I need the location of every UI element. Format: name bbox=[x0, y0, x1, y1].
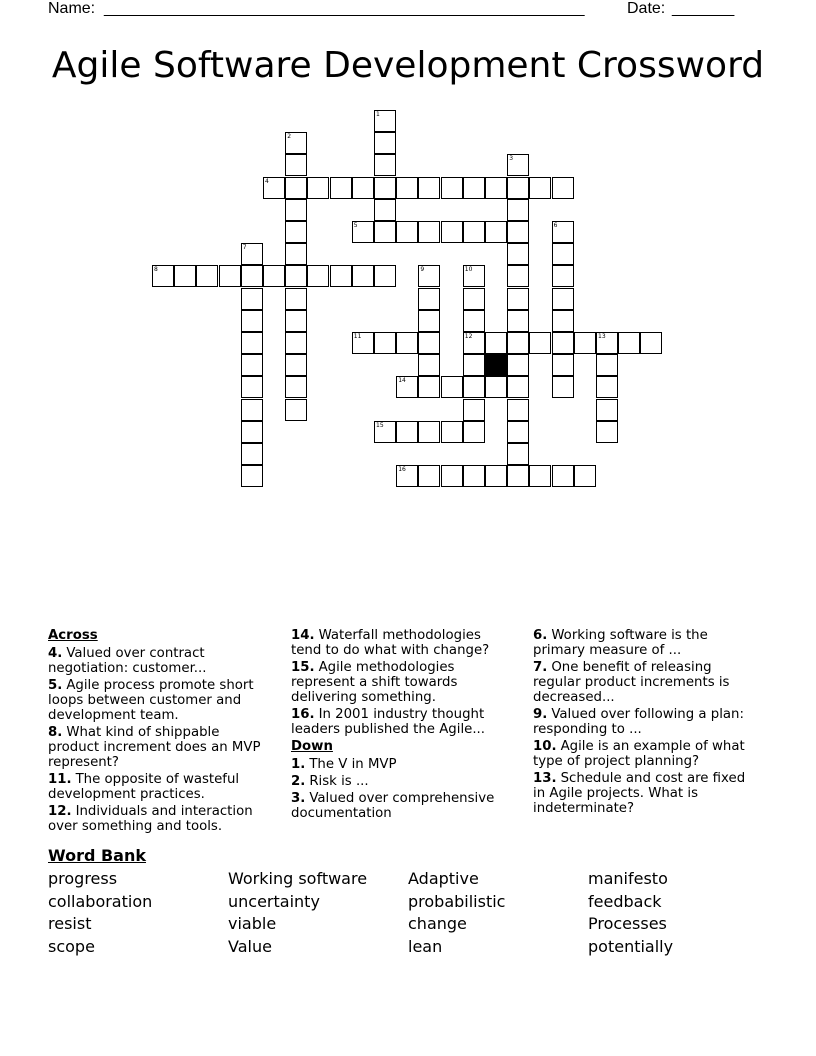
grid-cell[interactable] bbox=[418, 354, 440, 376]
word-bank-item: Working software bbox=[228, 869, 368, 888]
grid-cell[interactable] bbox=[507, 399, 529, 421]
clue-across-11: 11. The opposite of wasteful development practices. bbox=[48, 772, 240, 802]
grid-cell[interactable] bbox=[263, 177, 285, 199]
clue-number: 1 bbox=[376, 111, 380, 118]
grid-cell[interactable] bbox=[174, 265, 196, 287]
grid-cell[interactable] bbox=[507, 199, 529, 221]
clue-across-15: 15. Agile methodologies represent a shift towards delivering something. bbox=[291, 660, 458, 705]
grid-cell[interactable] bbox=[618, 332, 640, 354]
grid-cell[interactable] bbox=[507, 465, 529, 487]
clue-number: 8 bbox=[154, 266, 158, 274]
grid-cell[interactable] bbox=[241, 243, 263, 265]
grid-cell[interactable] bbox=[352, 221, 374, 243]
grid-cell[interactable] bbox=[507, 288, 529, 310]
grid-cell[interactable] bbox=[285, 376, 307, 398]
clue-number: 15 bbox=[376, 421, 384, 429]
clue-across-16: 16. In 2001 industry thought leaders published the Agile... bbox=[291, 707, 485, 737]
grid-cell[interactable] bbox=[507, 221, 529, 243]
grid-cell[interactable] bbox=[485, 332, 507, 354]
clue-number: 9 bbox=[420, 266, 425, 274]
grid-cell[interactable] bbox=[463, 421, 485, 443]
grid-cell[interactable] bbox=[507, 310, 529, 332]
grid-cell[interactable] bbox=[507, 421, 529, 443]
grid-cell[interactable] bbox=[418, 421, 440, 443]
grid-cell[interactable] bbox=[285, 221, 307, 243]
grid-cell[interactable] bbox=[374, 421, 396, 443]
grid-cell[interactable] bbox=[507, 243, 529, 265]
grid-cell[interactable] bbox=[552, 354, 574, 376]
grid-cell[interactable] bbox=[374, 265, 396, 287]
clue-number: 16 bbox=[398, 466, 406, 474]
grid-cell[interactable] bbox=[552, 288, 574, 310]
word-bank-item: Value bbox=[228, 937, 272, 956]
grid-cell[interactable] bbox=[463, 376, 485, 398]
grid-cell[interactable] bbox=[441, 465, 463, 487]
clues-column-1 bbox=[48, 628, 270, 836]
grid-cell[interactable] bbox=[507, 177, 529, 199]
grid-cell[interactable] bbox=[640, 332, 662, 354]
clue-down-2: 2. Risk is ... bbox=[291, 774, 369, 789]
grid-cell[interactable] bbox=[374, 221, 396, 243]
clue-down-1: 1. The V in MVP bbox=[291, 757, 397, 772]
date-field[interactable]: _______ bbox=[672, 0, 735, 17]
grid-cell[interactable] bbox=[396, 177, 418, 199]
clue-across-5: 5. Agile process promote short loops between customer and development team. bbox=[48, 678, 254, 723]
clue-number: 13 bbox=[598, 333, 606, 340]
grid-cell[interactable] bbox=[552, 265, 574, 287]
grid-cell[interactable] bbox=[441, 177, 463, 199]
word-bank-item: feedback bbox=[588, 892, 662, 911]
grid-cell[interactable] bbox=[374, 177, 396, 199]
grid-cell[interactable] bbox=[507, 265, 529, 287]
word-bank-item: change bbox=[408, 914, 467, 933]
grid-cell[interactable] bbox=[574, 332, 596, 354]
grid-cell[interactable] bbox=[152, 265, 174, 287]
clue-across-14: 14. Waterfall methodologies tend to do what with change? bbox=[291, 628, 490, 658]
grid-cell[interactable] bbox=[352, 332, 374, 354]
grid-cell[interactable] bbox=[418, 310, 440, 332]
grid-cell[interactable] bbox=[285, 310, 307, 332]
grid-cell[interactable] bbox=[418, 465, 440, 487]
clue-number: 14 bbox=[398, 377, 406, 385]
grid-cell[interactable] bbox=[374, 132, 396, 154]
grid-cell[interactable] bbox=[418, 177, 440, 199]
grid-cell[interactable] bbox=[507, 332, 529, 354]
grid-cell[interactable] bbox=[552, 243, 574, 265]
word-bank-title: Word Bank bbox=[48, 846, 147, 865]
grid-cell[interactable] bbox=[330, 177, 352, 199]
grid-cell[interactable] bbox=[285, 288, 307, 310]
grid-cell[interactable] bbox=[485, 376, 507, 398]
grid-cell[interactable] bbox=[463, 288, 485, 310]
across-heading: Across bbox=[48, 628, 98, 643]
grid-cell[interactable] bbox=[441, 221, 463, 243]
word-bank-item: Processes bbox=[588, 914, 667, 933]
clue-number: 12 bbox=[464, 333, 473, 340]
word-bank-item: viable bbox=[228, 914, 277, 933]
grid-cell[interactable] bbox=[441, 376, 463, 398]
grid-cell[interactable] bbox=[374, 110, 396, 132]
grid-cell[interactable] bbox=[352, 265, 374, 287]
name-label: Name: bbox=[48, 0, 96, 17]
grid-cell[interactable] bbox=[596, 376, 618, 398]
grid-cell[interactable] bbox=[285, 177, 307, 199]
grid-cell[interactable] bbox=[463, 265, 485, 287]
grid-cell[interactable] bbox=[263, 265, 285, 287]
grid-cell[interactable] bbox=[463, 332, 485, 354]
clue-down-6: 6. Working software is the primary measure of ... bbox=[533, 628, 708, 658]
grid-cell[interactable] bbox=[396, 332, 418, 354]
grid-cell[interactable] bbox=[241, 265, 263, 287]
grid-cell[interactable] bbox=[507, 354, 529, 376]
grid-cell[interactable] bbox=[418, 265, 440, 287]
date-label: Date: bbox=[627, 0, 666, 17]
clue-number: 7 bbox=[242, 244, 247, 252]
clue-number: 10 bbox=[464, 266, 473, 274]
clue-number: 5 bbox=[353, 222, 358, 229]
grid-cell[interactable] bbox=[418, 376, 440, 398]
clue-number: 11 bbox=[353, 333, 362, 340]
grid-cell[interactable] bbox=[552, 221, 574, 243]
grid-cell[interactable] bbox=[219, 265, 241, 287]
grid-cell[interactable] bbox=[485, 221, 507, 243]
grid-cell[interactable] bbox=[241, 354, 263, 376]
clue-number: 3 bbox=[509, 155, 514, 163]
word-bank-item: manifesto bbox=[588, 869, 668, 888]
grid-cell[interactable] bbox=[285, 154, 307, 176]
grid-cell[interactable] bbox=[507, 376, 529, 398]
grid-cell[interactable] bbox=[285, 132, 307, 154]
grid-cell[interactable] bbox=[396, 421, 418, 443]
grid-cell[interactable] bbox=[441, 421, 463, 443]
grid-cell[interactable] bbox=[285, 265, 307, 287]
grid-cell[interactable] bbox=[552, 332, 574, 354]
clue-across-4: 4. Valued over contract negotiation: customer... bbox=[48, 646, 207, 676]
grid-cell[interactable] bbox=[241, 310, 263, 332]
word-bank-item: probabilistic bbox=[408, 892, 506, 911]
grid-cell[interactable] bbox=[241, 465, 263, 487]
word-bank-item: collaboration bbox=[48, 892, 153, 911]
grid-block bbox=[485, 354, 507, 376]
grid-cell[interactable] bbox=[241, 376, 263, 398]
grid-cell[interactable] bbox=[463, 399, 485, 421]
grid-cell[interactable] bbox=[285, 399, 307, 421]
clue-down-10: 10. Agile is an example of what type of project planning? bbox=[533, 739, 745, 769]
grid-cell[interactable] bbox=[241, 421, 263, 443]
grid-cell[interactable] bbox=[485, 177, 507, 199]
grid-cell[interactable] bbox=[463, 221, 485, 243]
clue-down-13: 13. Schedule and cost are fixed in Agile projects. What is indeterminate? bbox=[533, 771, 746, 816]
grid-cell[interactable] bbox=[352, 177, 374, 199]
grid-cell[interactable] bbox=[418, 332, 440, 354]
grid-cell[interactable] bbox=[485, 465, 507, 487]
grid-cell[interactable] bbox=[374, 332, 396, 354]
grid-cell[interactable] bbox=[596, 354, 618, 376]
grid-cell[interactable] bbox=[196, 265, 218, 287]
clues-column-2 bbox=[291, 628, 513, 823]
clue-number: 2 bbox=[287, 133, 292, 141]
grid-cell[interactable] bbox=[374, 199, 396, 221]
grid-cell[interactable] bbox=[418, 221, 440, 243]
grid-cell[interactable] bbox=[596, 399, 618, 421]
grid-cell[interactable] bbox=[529, 177, 551, 199]
grid-cell[interactable] bbox=[463, 354, 485, 376]
clues-column-3 bbox=[533, 628, 755, 818]
grid-cell[interactable] bbox=[552, 177, 574, 199]
word-bank-item: potentially bbox=[588, 937, 674, 956]
grid-cell[interactable] bbox=[463, 177, 485, 199]
grid-cell[interactable] bbox=[241, 332, 263, 354]
grid-cell[interactable] bbox=[463, 310, 485, 332]
grid-cell[interactable] bbox=[552, 376, 574, 398]
grid-cell[interactable] bbox=[330, 265, 352, 287]
grid-cell[interactable] bbox=[307, 177, 329, 199]
clue-down-9: 9. Valued over following a plan: responding to ... bbox=[533, 707, 744, 737]
grid-cell[interactable] bbox=[552, 465, 574, 487]
clue-down-3: 3. Valued over comprehensive documentation bbox=[291, 791, 495, 821]
grid-cell[interactable] bbox=[529, 465, 551, 487]
grid-cell[interactable] bbox=[529, 332, 551, 354]
down-heading: Down bbox=[291, 739, 333, 754]
word-bank-item: scope bbox=[48, 937, 95, 956]
grid-cell[interactable] bbox=[285, 243, 307, 265]
grid-cell[interactable] bbox=[463, 465, 485, 487]
grid-cell[interactable] bbox=[507, 154, 529, 176]
grid-cell[interactable] bbox=[307, 265, 329, 287]
clue-across-12: 12. Individuals and interaction over something and tools. bbox=[48, 804, 253, 834]
clue-across-8: 8. What kind of shippable product increment does an MVP represent? bbox=[48, 725, 261, 770]
word-bank-item: lean bbox=[408, 937, 443, 956]
word-bank-item: progress bbox=[48, 869, 118, 888]
name-field[interactable]: ______________________________________________________ bbox=[104, 0, 585, 17]
clue-number: 6 bbox=[553, 222, 558, 229]
grid-cell[interactable] bbox=[596, 421, 618, 443]
grid-cell[interactable] bbox=[552, 310, 574, 332]
grid-cell[interactable] bbox=[396, 465, 418, 487]
grid-cell[interactable] bbox=[418, 288, 440, 310]
grid-cell[interactable] bbox=[241, 288, 263, 310]
word-bank-item: Adaptive bbox=[408, 869, 479, 888]
grid-cell[interactable] bbox=[574, 465, 596, 487]
grid-cell[interactable] bbox=[285, 332, 307, 354]
clue-number: 4 bbox=[265, 177, 269, 185]
grid-cell[interactable] bbox=[241, 399, 263, 421]
grid-cell[interactable] bbox=[396, 221, 418, 243]
clue-down-7: 7. One benefit of releasing regular product increments is decreased... bbox=[533, 660, 730, 705]
grid-cell[interactable] bbox=[374, 154, 396, 176]
grid-cell[interactable] bbox=[241, 443, 263, 465]
word-bank-item: uncertainty bbox=[228, 892, 320, 911]
grid-cell[interactable] bbox=[507, 443, 529, 465]
grid-cell[interactable] bbox=[596, 332, 618, 354]
grid-cell[interactable] bbox=[396, 376, 418, 398]
grid-cell[interactable] bbox=[285, 199, 307, 221]
word-bank-item: resist bbox=[48, 914, 92, 933]
grid-cell[interactable] bbox=[285, 354, 307, 376]
page-title: Agile Software Development Crossword bbox=[51, 45, 765, 86]
